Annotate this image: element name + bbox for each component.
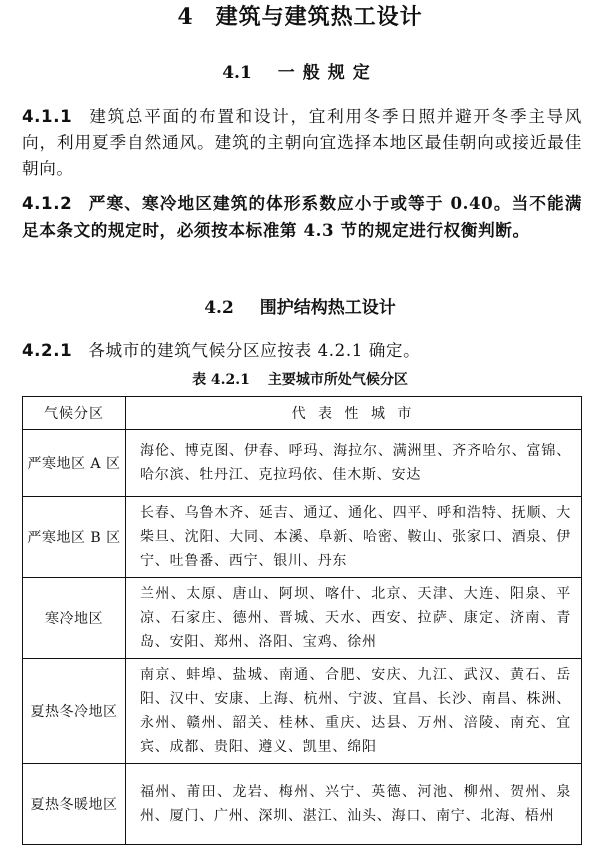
clause-text: 严寒、寒冷地区建筑的体形系数应小于或等于 0.40。当不能满足本条文的规定时，必须按本标准第 4.3 节的规定进行权衡判断。: [22, 193, 582, 240]
chapter-number: 4: [177, 4, 194, 30]
clause-4-1-2: [22, 190, 582, 243]
section-title-4-1: [0, 61, 600, 85]
table-row: [23, 764, 582, 845]
chapter-title-text: 建筑与建筑热工设计: [215, 4, 423, 30]
table-caption-title: 主要城市所处气候分区: [267, 372, 408, 388]
zone-cell: 夏热冬暖地区: [23, 764, 126, 845]
zone-cell: 夏热冬冷地区: [23, 659, 126, 764]
climate-zone-table: [22, 396, 582, 845]
clause-number: 4.1.2: [22, 194, 73, 213]
table-row: [23, 578, 582, 659]
table-caption: [0, 370, 600, 390]
clause-4-2-1: [22, 338, 582, 364]
cities-cell: 南京、蚌埠、盐城、南通、合肥、安庆、九江、武汉、黄石、岳阳、汉中、安康、上海、杭州、宁波、宜昌、长沙、南昌、株洲、永州、赣州、韶关、桂林、重庆、达县、万州、涪陵、南充、宜宾、成都、贵阳、遵义、凯里、绵阳: [126, 659, 582, 764]
cities-cell: 兰州、太原、唐山、阿坝、喀什、北京、天津、大连、阳泉、平凉、石家庄、德州、晋城、天水、西安、拉萨、康定、济南、青岛、安阳、郑州、洛阳、宝鸡、徐州: [126, 578, 582, 659]
cities-cell: 长春、乌鲁木齐、延吉、通辽、通化、四平、呼和浩特、抚顺、大柴旦、沈阳、大同、本溪、阜新、哈密、鞍山、张家口、酒泉、伊宁、吐鲁番、西宁、银川、丹东: [126, 497, 582, 578]
table-header-row: [23, 397, 582, 430]
clause-4-1-1: [22, 104, 582, 182]
cities-cell: 福州、莆田、龙岩、梅州、兴宁、英德、河池、柳州、贺州、泉州、厦门、广州、深圳、湛江、汕头、海口、南宁、北海、梧州: [126, 764, 582, 845]
table-row: [23, 659, 582, 764]
clause-number: 4.1.1: [22, 107, 73, 126]
chapter-title: [0, 2, 600, 32]
table-row: [23, 497, 582, 578]
section-title-text: 一般规定: [277, 63, 378, 83]
section-number: 4.2: [204, 298, 234, 318]
section-title-4-2: [0, 296, 600, 320]
zone-cell: 寒冷地区: [23, 578, 126, 659]
table-caption-number: 表 4.2.1: [192, 372, 250, 388]
cities-cell: 海伦、博克图、伊春、呼玛、海拉尔、满洲里、齐齐哈尔、富锦、哈尔滨、牡丹江、克拉玛依、佳木斯、安达: [126, 430, 582, 497]
zone-cell: 严寒地区 A 区: [23, 430, 126, 497]
clause-number: 4.2.1: [22, 341, 73, 360]
section-number: 4.1: [222, 63, 252, 83]
section-title-text: 围护结构热工设计: [259, 298, 396, 318]
table-row: [23, 430, 582, 497]
clause-text: 各城市的建筑气候分区应按表 4.2.1 确定。: [88, 341, 421, 360]
clause-text: 建筑总平面的布置和设计，宜利用冬季日照并避开冬季主导风向，利用夏季自然通风。建筑的主朝向宜选择本地区最佳朝向或接近最佳朝向。: [22, 107, 582, 178]
header-representative-cities: 代 表 性 城 市: [126, 397, 582, 430]
zone-cell: 严寒地区 B 区: [23, 497, 126, 578]
header-climate-zone: 气候分区: [23, 397, 126, 430]
